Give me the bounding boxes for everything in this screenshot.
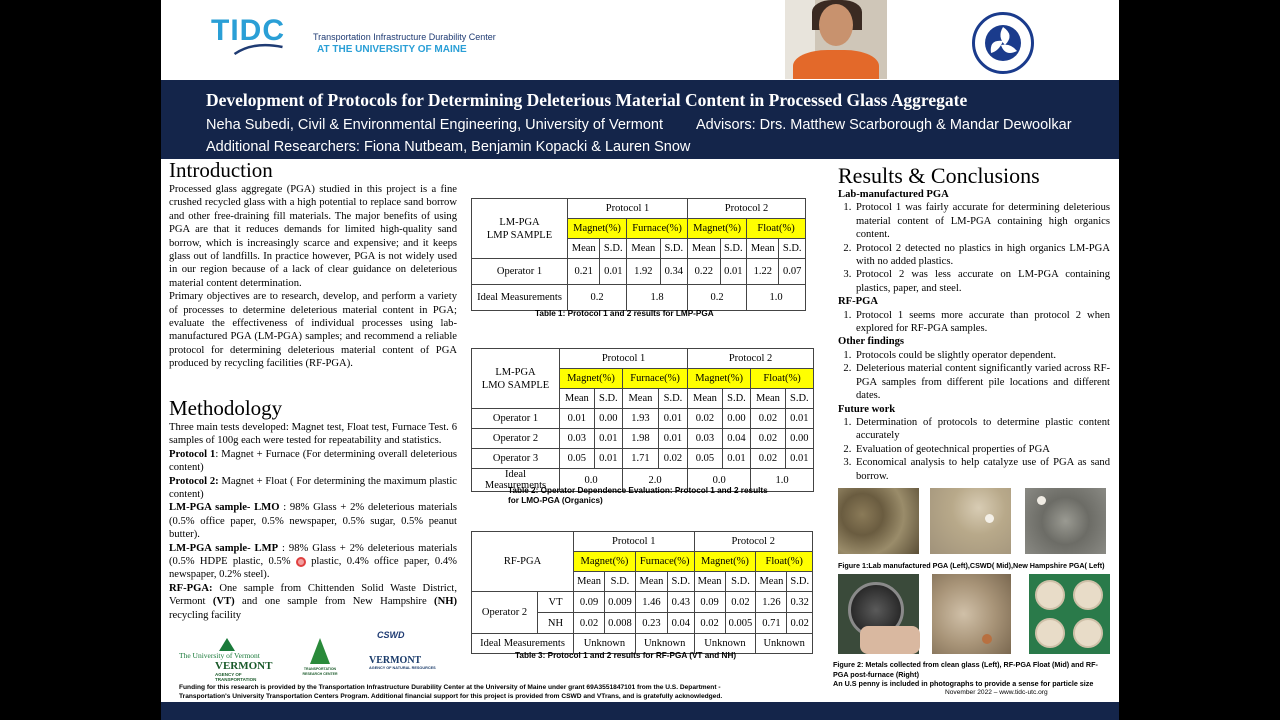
penny-icon — [1037, 496, 1046, 505]
table-2-caption: Table 2: Operator Dependence Evaluation: Protocol 1 and 2 results for LMO-PGA (Organics) — [508, 486, 768, 505]
anr-logo: VERMONT AGENCY OF NATURAL RESOURCES — [369, 655, 436, 670]
uvm-building-icon — [217, 636, 237, 652]
table-2-protocol-2-header: Protocol 2 — [688, 349, 814, 369]
introduction-paragraph-1: Processed glass aggregate (PGA) studied in this project is a fine crushed recycled glass with a high potential to replace sand borrow and other free-draining fill materials. The major benefits of using PGA are that it reduces demands for limited high-quality sand borrow, which is increasingly scarce and expensive; and it keeps glass out of landfills. In practice however, PGA is not widely used in our region because of a lack of clear guidance on deleterious material content determination. — [169, 184, 457, 289]
table-1-stat-header: Mean — [627, 239, 661, 259]
photo-rf-pga-post-furnace — [1029, 574, 1110, 654]
photo-rf-pga-float — [932, 574, 1011, 654]
table-1-method-header: Magnet(%) — [688, 219, 747, 239]
lmo-sample-line: LM-PGA sample- LMO : 98% Glass + 2% deleterious materials (0.5% office paper, 0.5% newspaper, 0.5% sugar, 0.5% peanut butter). — [169, 502, 458, 541]
poster-title: Development of Protocols for Determining Deleterious Material Content in Processed Glass Aggregate — [206, 90, 968, 110]
table-1-method-header: Furnace(%) — [627, 219, 688, 239]
table-2-protocol-1-header: Protocol 1 — [560, 349, 688, 369]
figure-1-caption: Figure 1:Lab manufactured PGA (Left),CSWD( Mid),New Hampshire PGA( Left) — [838, 561, 1105, 570]
table-1-method-header: Float(%) — [747, 219, 806, 239]
table-row: Operator 2 0.03 0.01 1.98 0.01 0.03 0.04 0.02 0.00 — [472, 429, 814, 449]
cswd-logo: CSWD — [377, 630, 405, 640]
table-2-method-header: Magnet(%) — [688, 369, 751, 389]
table-3-rf-pga: RF-PGA Protocol 1 Protocol 2 Magnet(%) Furnace(%) Magnet(%) Float(%) Mean S.D. Mean S.D. Mean S.D. Mean S.D. Operator 2 VT 0.09 0.009 1.46 0.43 0.09 0.02 1.26 0.32 NH 0.02 0.008 0.23 0.04 0.02 0.005 0.71 0.02 Ideal Measurements Unknown Unknown Unknown Unknown — [471, 531, 813, 654]
vtrans-logo: VERMONT AGENCY OF TRANSPORTATION — [215, 660, 273, 682]
lab-pga-subheading: Lab-manufactured PGA — [838, 189, 949, 200]
table-3-protocol-2-header: Protocol 2 — [694, 532, 812, 552]
table-1-corner: LM-PGA LMP SAMPLE — [472, 199, 568, 259]
lab-pga-list — [854, 201, 1110, 295]
tidc-subtitle: Transportation Infrastructure Durability Center — [313, 32, 496, 42]
table-3-protocol-1-header: Protocol 1 — [574, 532, 695, 552]
letterbox-right — [1119, 0, 1280, 720]
table-1-caption: Table 1: Protocol 1 and 2 results for LMP-PGA — [535, 309, 714, 318]
list-item: 1. Protocol 1 was fairly accurate for determining deleterious material content of LM-PGA containing high organics content. — [854, 201, 1110, 241]
photo-metals-collected — [838, 574, 919, 654]
table-2-lmo: LM-PGA LMO SAMPLE Protocol 1 Protocol 2 Magnet(%) Furnace(%) Magnet(%) Float(%) Mean S.D. Mean S.D. Mean S.D. Mean S.D. Operator 1 0.01 0.00 1.93 0.01 0.02 0.00 0.02 0.01 Operator 2 0.03 0.01 1.98 0.01 0.03 0.04 0.02 0.00 Operator 3 0.05 0.01 1.71 0.02 0.05 0.01 0.02 0.01 Ideal Measurements 0.0 2.0 0.0 1.0 — [471, 348, 814, 492]
results-body — [838, 188, 1110, 483]
list-item: 3. Protocol 2 was less accurate on LM-PGA containing plastics, paper, and steel. — [854, 268, 1110, 295]
introduction-heading: Introduction — [169, 158, 273, 182]
protocol-1-line: Protocol 1: Magnet + Furnace (For determining overall deleterious content) — [169, 448, 457, 474]
webcam-video — [785, 0, 887, 79]
lmp-sample-line: LM-PGA sample- LMP : 98% Glass + 2% deleterious materials (0.5% HDPE plastic, 0.5% plastic, 0.4% office paper, 0.4% newspaper, 0.2% steel). — [169, 542, 458, 581]
table-2-method-header: Float(%) — [751, 369, 814, 389]
figure-2-caption: Figure 2: Metals collected from clean glass (Left), RF-PGA Float (Mid) and RF- PGA post-furnace (Right) An U.S penny is included in photographs to provide a sense for particle size — [833, 660, 1098, 688]
rf-pga-line: RF-PGA: One sample from Chittenden Solid Waste District, Vermont (VT) and one sample from New Hampshire (NH) recycling facility — [169, 582, 457, 621]
table-row: Ideal Measurements 0.2 1.8 0.2 1.0 — [472, 285, 806, 311]
author-line: Neha Subedi, Civil & Environmental Engineering, University of Vermont — [206, 117, 663, 133]
usdot-triskelion-icon — [975, 15, 1031, 71]
introduction-body — [169, 183, 457, 371]
presenter-face — [819, 4, 853, 46]
table-1-stat-header: Mean — [747, 239, 779, 259]
future-work-subheading: Future work — [838, 403, 896, 415]
table-row: Ideal Measurements 0.0 2.0 0.0 1.0 — [472, 469, 814, 492]
list-item: 1. Protocol 1 seems more accurate than protocol 2 when explored for RF-PGA samples. — [854, 309, 1110, 336]
cursor-highlight-icon — [296, 557, 306, 567]
list-item: 3. Economical analysis to help catalyze use of PGA as sand borrow. — [854, 456, 1110, 483]
table-3-corner: RF-PGA — [472, 532, 574, 592]
additional-researchers: Additional Researchers: Fiona Nutbeam, Benjamin Kopacki & Lauren Snow — [206, 139, 691, 155]
list-item: 1. Determination of protocols to determine plastic content accurately — [854, 416, 1110, 443]
table-row: NH 0.02 0.008 0.23 0.04 0.02 0.005 0.71 0.02 — [472, 613, 813, 634]
tidc-logo-text: TIDC — [211, 14, 285, 47]
rf-pga-subheading: RF-PGA — [838, 296, 879, 308]
list-item: 2. Protocol 2 detected no plastics in high organics LM-PGA with no added plastics. — [854, 242, 1110, 269]
photo-lab-manufactured-pga — [838, 488, 919, 554]
table-1-stat-header: S.D. — [660, 239, 687, 259]
table-1-stat-header: S.D. — [600, 239, 627, 259]
table-2-method-header: Magnet(%) — [560, 369, 623, 389]
table-1-stat-header: S.D. — [720, 239, 747, 259]
table-row: Operator 2 VT 0.09 0.009 1.46 0.43 0.09 0.02 1.26 0.32 — [472, 592, 813, 613]
title-banner — [161, 80, 1119, 159]
table-1-protocol-1-header: Protocol 1 — [568, 199, 688, 219]
table-row: Operator 1 0.21 0.01 1.92 0.34 0.22 0.01 1.22 0.07 — [472, 259, 806, 285]
photo-new-hampshire-pga — [1025, 488, 1106, 554]
footer-bar — [161, 702, 1119, 720]
methodology-body — [169, 421, 457, 622]
poster-header — [161, 0, 1119, 80]
results-heading: Results & Conclusions — [838, 163, 1040, 188]
table-2-corner: LM-PGA LMO SAMPLE — [472, 349, 560, 409]
rf-pga-list — [854, 309, 1110, 336]
table-1-stat-header: Mean — [568, 239, 600, 259]
date-website: November 2022 – www.tidc-utc.org — [945, 689, 1048, 696]
introduction-paragraph-2: Primary objectives are to research, develop, and perform a variety of processes to determine deleterious material content in PGA; evaluate the effectiveness of individual processes using lab-manufactured PGA (LM-PGA) samples; and recommend a reliable protocol for determining deleterious material content of PGA produced by recycling facilities (RF-PGA). — [169, 291, 457, 370]
list-item: 1. Protocols could be slightly operator dependent. — [854, 349, 1110, 362]
other-findings-list — [854, 349, 1110, 403]
table-row: Operator 1 0.01 0.00 1.93 0.01 0.02 0.00 0.02 0.01 — [472, 409, 814, 429]
table-1-method-header: Magnet(%) — [568, 219, 627, 239]
list-item: 2. Evaluation of geotechnical properties of PGA — [854, 443, 1110, 456]
table-row: Ideal Measurements Unknown Unknown Unknown Unknown — [472, 634, 813, 654]
table-1-stat-header: S.D. — [779, 239, 806, 259]
poster: TIDC Transportation Infrastructure Durability Center AT THE UNIVERSITY OF MAINE Development of Protocols for Determining Deleterious Material Content in Processed Glass Aggregate Neha Subedi, Civil & Environmental Engineering, University of Vermont Advisors: Drs. Matthew Scarborough & Mandar Dewoolkar Additional Researchers: Fiona Nutbeam, Benjamin Kopacki & Lauren Snow Introduction Processed glass aggregate (PGA) studied in this project is a fine crushed recycled glass with a high potential to replace sand borrow and other free-draining fill materials. The major benefits of using PGA are that it reduces demands for limited high-quality sand borrow, which is increasingly scarce and expensive; and it keeps glass out of landfills. In practice however, PGA is not widely used in our region because of a lack of clear guidance on deleterious material content determination. Primary objectives are to research, develop, and perform a variety of processes to determine deleterious material content in PGA; evaluate the effectiveness of individual processes using lab-manufactured PGA (LM-PGA) samples; and recommend a reliable protocol for determining deleterious material content of PGA produced by recycling facilities (RF-PGA). Methodology Three main tests developed: Magnet test, Float test, Furnace Test. 6 samples of 100g each were tested for repeatability and statistics. Protocol 1: Magnet + Furnace (For determining overall deleterious content) Protocol 2: Magnet + Float ( For determining the maximum plastic content) LM-PGA sample- LMO : 98% Glass + 2% deleterious materials (0.5% office paper, 0.5% newspaper, 0.5% sugar, 0.5% peanut butter). LM-PGA sample- LMP : 98% Glass + 2% deleterious materials (0.5% HDPE plastic, 0.5% plastic, 0.4% office paper, 0.4% newspaper, 0.2% steel). RF-PGA: One sample from Chittenden Solid Waste District, Vermont (VT) and one sample from New Hampshire (NH) recycling facility The University of Vermont VERMONT AGENCY OF TRANSPORTATION TRANSPORTATION RESEARCH CENTER CSWD VERMONT AGENCY OF NATURAL RESOURCES LM-PGA LMP SAMPLE Protocol 1 Protocol 2 Magnet(%) Furnace(%) Magnet(%) Float(%) Mean S.D. Mean S.D. Mean S.D. Mean S.D. Operator 1 0.21 0.01 1.92 0.34 0.22 0.01 1.22 0.07 Ideal Measurements 0.2 1.8 0.2 1.0 Table 1: Protocol 1 and 2 results for LMP-PGA LM-PGA LMO SAMPLE Protocol 1 Protocol 2 Magnet(%) Furnace(%) Magnet(%) Float(%) Mean S.D. Mean S.D. Mean S.D. Mean S.D. Operator 1 0.01 0.00 1.93 0.01 0.02 0.00 0.02 0.01 Operator 2 0.03 0.01 1.98 0.01 0.03 0.04 0.02 0.00 Operator 3 0.05 0.01 1.71 0.02 0.05 0.01 0.02 0.01 Ideal Measurements 0.0 2.0 0.0 1.0 Table 2: Operator Dependence Evaluation: Protocol 1 and 2 results for LMO-PGA (Organics) RF-PGA Protocol 1 Protocol 2 Magnet(%) Furnace(%) Magnet(%) Float(%) Mean S.D. Mean S.D. Mean S.D. Mean S.D. Operator 2 VT 0.09 0.009 1.46 0.43 0.09 0.02 1.26 0.32 NH 0.02 0.008 0.23 0.04 0.02 0.005 0.71 0.02 Ideal Measurements Unknown Unknown Unknown Unknown Table 3: Protocol 1 and 2 results for RF-PGA (VT and NH) Results & Conclusions Lab-manufactured PGA 1. Protocol 1 was fairly accurate for determining deleterious material content of LM-PGA containing high organics content. 2. Protocol 2 detected no plastics in high organics LM-PGA with no added plastics. 3. Protocol 2 was less accurate on LM-PGA containing plastics, paper, and steel. RF-PGA 1. Protocol 1 seems more accurate than protocol 2 when explored for RF-PGA samples. Other findings 1. Protocols could be slightly operator dependent. 2. Deleterious material content significantly varied across RF-PGA samples from different pile locations and different dates. Future work 1. Determination of protocols to determine plastic content accurately 2. Evaluation of geotechnical properties of PGA 3. Economical analysis to help catalyze use of PGA as sand borrow. Figure 1:Lab manufactured PGA (Left),CSWD( Mid),New Hampshire PGA( Left) Figure 2: Metals collected from clean glass (Left), RF-PGA Float (Mid) and RF- PGA post-furnace (Right) An U.S penny is included in photographs to provide a sense for particle size Funding for this research is provided by the Transportation Infrastructure Durability Center at the University of Maine under grant 69A3551847101 from the U.S. Department - Transportation's University Transportation Centers Program. Additional financial support for this project is provided from CSWD and VTrans, and is gratefully acknowledged. November 2022 – www.tidc-utc.org — [161, 0, 1119, 720]
penny-icon — [985, 514, 994, 523]
table-3-caption: Table 3: Protocol 1 and 2 results for RF-PGA (VT and NH) — [515, 651, 737, 660]
photo-cswd-pga — [930, 488, 1011, 554]
future-work-list — [854, 416, 1110, 483]
table-row: Operator 3 0.05 0.01 1.71 0.02 0.05 0.01 0.02 0.01 — [472, 449, 814, 469]
funding-acknowledgment: Funding for this research is provided by the Transportation Infrastructure Durability Center at the University of Maine under grant 69A3551847101 from the U.S. Department - Transportation's University Transportation Centers Program. Additional financial support for this project is provided from CSWD and VTrans, and is gratefully acknowledged. — [179, 684, 723, 700]
advisors-line: Advisors: Drs. Matthew Scarborough & Mandar Dewoolkar — [696, 117, 1072, 133]
penny-icon — [982, 634, 992, 644]
table-1-lmp — [471, 198, 806, 311]
table-2-method-header: Furnace(%) — [623, 369, 688, 389]
methodology-intro: Three main tests developed: Magnet test, Float test, Furnace Test. 6 samples of 100g each were tested for repeatability and statistics. — [169, 422, 457, 447]
trc-building-icon — [305, 636, 335, 666]
presenter-shirt — [793, 50, 879, 79]
usdot-seal — [972, 12, 1034, 74]
other-findings-subheading: Other findings — [838, 336, 905, 348]
list-item: 2. Deleterious material content significantly varied across RF-PGA samples from different pile locations and different dates. — [854, 362, 1110, 402]
table-1-protocol-2-header: Protocol 2 — [688, 199, 806, 219]
protocol-2-line: Protocol 2: Magnet + Float ( For determining the maximum plastic content) — [169, 475, 457, 501]
tidc-subtitle-university: AT THE UNIVERSITY OF MAINE — [317, 44, 467, 55]
table-1-stat-header: Mean — [688, 239, 720, 259]
methodology-heading: Methodology — [169, 396, 283, 420]
